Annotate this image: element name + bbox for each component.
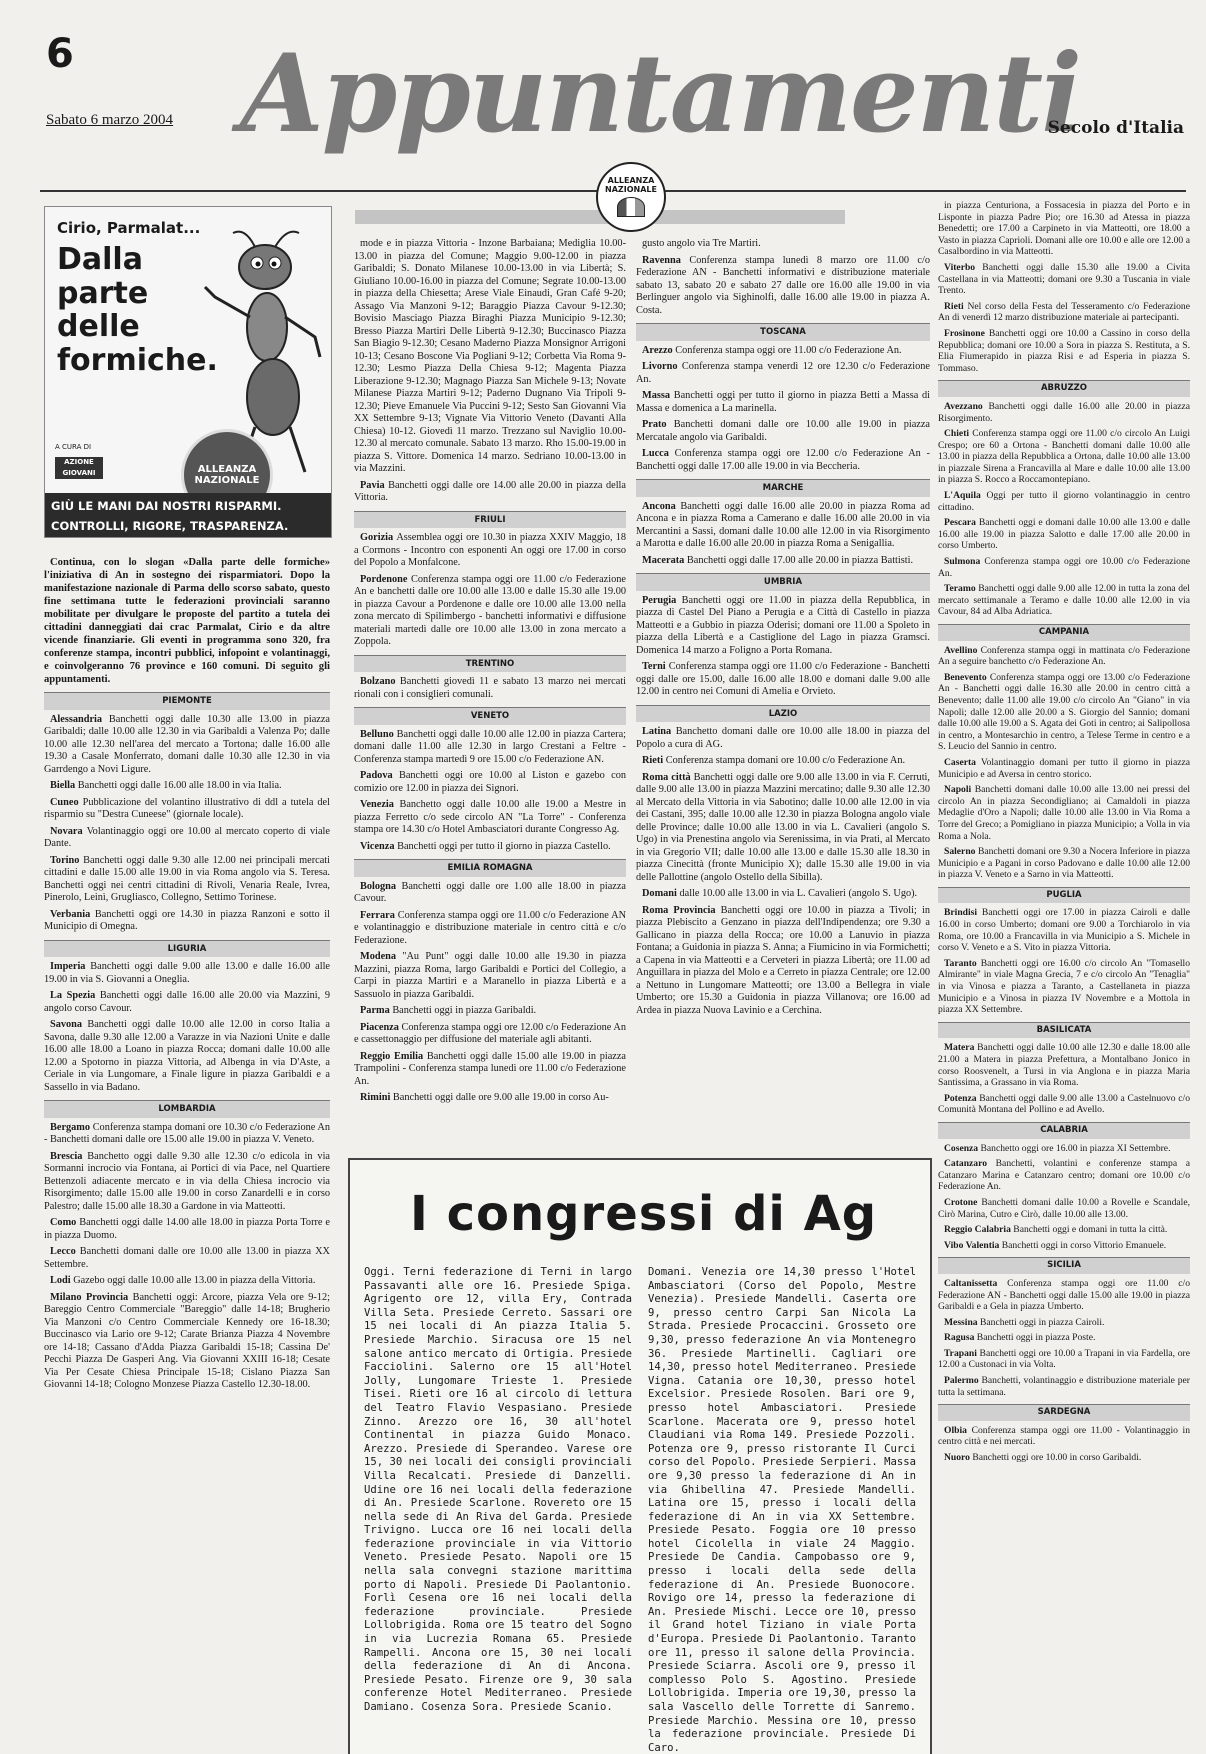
entry-text: Banchetti oggi in piazza Garibaldi. [392, 1005, 537, 1016]
appointment-entry [354, 799, 626, 837]
region-header-marche: MARCHE [636, 479, 930, 497]
entry-city: L'Aquila [944, 490, 987, 502]
region-header-trentino: TRENTINO [354, 655, 626, 673]
entry-city: Savona [50, 1019, 88, 1030]
entry-text: Conferenza stampa venerdì 12 ore 12.30 c/o Federazione An. [636, 361, 930, 385]
appointment-entry [938, 1425, 1190, 1448]
entry-city: Caserta [944, 756, 981, 768]
appointment-entry [938, 1143, 1190, 1155]
entry-city: Lecco [50, 1246, 80, 1257]
column-4 [938, 200, 1190, 1746]
entry-text: Banchetti giovedì 11 e sabato 13 marzo nei mercati rionali con i consiglieri comunali. [354, 676, 626, 700]
appointment-entry [938, 517, 1190, 552]
entry-city: Rieti [642, 755, 666, 766]
entry-text: Conferenza stampa domani ore 10.30 c/o Federazione An - Banchetti domani dalle ore 15.00 alle 19.00 in piazza V. Veneto. [44, 1121, 330, 1145]
appointment-entry [44, 961, 330, 986]
appointment-entry [636, 772, 930, 885]
entry-city: Brindisi [944, 907, 982, 919]
entry-city: Alessandria [50, 713, 109, 725]
appointment-entry [354, 881, 626, 906]
entry-text: Conferenza stampa oggi ore 11.00 c/o Federazione - Banchetti oggi dalle ore 15.00, dalle 16.00 alle 18.00 e domani dalle 9.00 alle 12.00 in centro nei Comuni di Amelia e Orvieto. [636, 661, 930, 697]
entry-text: Conferenza stampa oggi ore 11.00 c/o Federazione An e banchetti dalle ore 10.00 alle 13.00 e dalle 15.30 alle 19.00 in piazza Cavour a Pordenone e dalle ore 10.00 alle 13.00 nella zona mercato di Spilimbergo - banchetti informativi e diffusione materiali martedì dalle ore 10.00 alle 13.00 in zona mercato a Zoppola. [354, 573, 626, 647]
entry-city: Livorno [642, 361, 682, 372]
appointment-entry [636, 345, 930, 358]
appointment-entry [938, 301, 1190, 324]
basilicata-entries [938, 1042, 1190, 1116]
appointment-entry [44, 797, 330, 822]
toscana-entries [636, 345, 930, 474]
appointment-entry [938, 1348, 1190, 1371]
appointment-entry [938, 1197, 1190, 1220]
entry-city: Macerata [642, 554, 687, 566]
appointment-entry [938, 1278, 1190, 1313]
entry-text: Banchetti oggi dalle ore 9.00 alle 13.00 in via F. Cerruti, dalle 9.00 alle 13.00 in piazza Mazzini mercatino; dalle 9.30 alle 12.30 al Mercato della Vittoria in via Sabotino; dalle 10.00 alle 12.00 in via dei Castani, 395; dalle 10.00 alle 12.30 in piazza Bologna angolo viale delle Province; dalle 10.00 alle 13.00 in via L. Cavalieri (angolo S. Ugo) in via Prenestina angolo via Serenissima, in via Prati, al Mercato in via Gregorio VII; dalle 10.00 alle 13.00 e dalle 15.30 alle 18.30 in piazza Cinecittà (fronte Municipio X); dalle 15.30 alle 19.00 in via delle Pallottine (angolo Ostello della Sibilla). [636, 771, 930, 883]
entry-city: Ragusa [944, 1332, 977, 1344]
entry-city: Potenza [944, 1092, 980, 1104]
region-header-veneto: VENETO [354, 707, 626, 725]
appointment-entry [354, 910, 626, 948]
appointment-entry [354, 951, 626, 1001]
appointment-entry [636, 390, 930, 415]
entry-text: Banchetti domani dalle 10.00 alle 13.00 nei pressi del circolo An in piazza Secondigliano; ai Camaldoli in piazza Medaglie d'Oro a Napoli; dalle 10.00 alle 13.00 in Via Roma a Torre del Greco; a Pomigliano in piazza Municipio; a Volla in via Roma a Nola. [938, 784, 1190, 842]
appointment-entry [636, 726, 930, 751]
sardegna-entries [938, 1425, 1190, 1464]
entry-city: Bergamo [50, 1121, 93, 1133]
appointment-entry [938, 428, 1190, 486]
region-header-abruzzo: ABRUZZO [938, 380, 1190, 397]
entry-text: Banchetti oggi ore 17.00 in piazza Cairoli e dalle 16.00 in corso Umberto; domani ore 9.00 a Torchiarolo in via Roma, ore 10.00 a Francavilla in via Municipio a S. Michele in corso V. Veneto e a S. Vito in piazza Vittoria. [938, 907, 1190, 954]
entry-city: Avellino [944, 644, 981, 656]
entry-text: Conferenza stampa oggi ore 13.00 c/o Federazione An - Banchetti oggi dalle 16.30 alle 20.00 in centro città a Benevento; dalle 11.00 alle 19.00 c/o circolo An "Giano" in via Napoli; dalle 12.00 alle 20.00 a S. Giorgio del Sannio; domani dalle 10.00 alle 19.00 a S. Agata dei Goti in centro; ai Salipollosa in centro, a Montesarchio in centro, a Telese Terme in centro e a S. Leucio del Sannio in centro. [938, 671, 1190, 753]
appointment-entry [44, 909, 330, 934]
congressi-title: I congressi di Ag [410, 1186, 878, 1242]
appointment-entry [938, 1317, 1190, 1329]
appointment-entry [354, 480, 626, 505]
appointment-entry [938, 672, 1190, 753]
appointment-entry [636, 448, 930, 473]
entry-city: Chieti [944, 428, 973, 440]
entry-city: Prato [642, 419, 674, 430]
entry-city: Pavia [360, 479, 389, 491]
appointment-entry [354, 676, 626, 701]
entry-text: Pubblicazione del volantino illustrativo di ddl a tutela del risparmio su "Destra Cuneese" (giornale locale). [44, 796, 330, 820]
friuli-entries [354, 532, 626, 649]
appointment-entry [938, 1158, 1190, 1193]
appointment-entry [354, 532, 626, 570]
appointment-entry [938, 1452, 1190, 1464]
appointment-entry [44, 1019, 330, 1094]
issue-date: Sabato 6 marzo 2004 [46, 112, 174, 128]
entry-city: Pescara [944, 517, 979, 529]
column-1 [44, 556, 330, 1746]
entry-text: Assemblea oggi ore 10.30 in piazza XXIV Maggio, 18 a Cormons - Incontro con esponenti An oggi ore 17.00 in corso del Popolo a Monfalcone. [354, 532, 626, 568]
liguria-entries [44, 961, 330, 1094]
entry-city: Lucca [642, 448, 675, 459]
entry-text: Conferenza stampa lunedì 8 marzo ore 11.00 c/o Federazione AN - Banchetti informativi e distribuzione materiale sabato 13, sabato 20 e sabato 27 dalle ore 16.00 alle 19.00 in via Berlinguer angolo via Sighinolfi, dalle 16.00 alle 19.00 in piazza A. Costa. [636, 254, 930, 316]
entry-text: Banchetti oggi ore 10.00 in piazza a Tivoli; in piazza Plebiscito a Genzano in piazza dell'Indipendenza; ore 9.30 a Gallicano in piazza della Rocca; ore 10.00 a Lanuvio in piazza Fontana; a Guidonia in piazza S. Anna; a Fiumicino in via Formichetti; a Capena in via Matteotti e a Cerveteri in piazza Libertà; ore 11.00 ad Anguillara in piazza del Molo e a Cerreto in piazza Centrale; ore 12.00 a Nettuno in Lungomare Matteotti; ore 13.00 a Bellegra in viale Umberto; ore 15.30 a Guidonia in piazza Villanova; ore 16.00 ad Ardea in piazza Nuova Lavinio e a Cerchina. [636, 904, 930, 1016]
entry-text: Conferenza stampa oggi ore 12.00 c/o Federazione An - Banchetti oggi dalle 17.00 alle 19.00 in via Beccheria. [636, 448, 930, 472]
entry-text: Banchetti oggi ore 16.00 c/o circolo An "Tomasello Almirante" in viale Magna Grecia, 7 e c/o circolo An "Tenaglia" in via Vinosa e piazza a Taranto, a Castellaneta in piazza Municipio e a Vinosa in piazza IV Novembre e a Mottola in piazza XX Settembre. [938, 957, 1190, 1016]
entry-text: Banchetti oggi in piazza Cairoli. [979, 1316, 1105, 1328]
page-number: 6 [46, 31, 74, 77]
logo-line2: NAZIONALE [605, 184, 657, 194]
congressi-oggi: Oggi. Terni federazione di Terni in largo Passavanti alle ore 16. Presiede Spiga. Agrigento ore 12, villa Ery, Contrada Villa Seta. Presiede Cerreto. Sassari ore 15 nei locali di An piazza Italia 5. Presiede Marchio. Siracusa ore 15 nel salone antico mercato di Ortigia. Presiede Facciolini. Salerno ore 15 all'Hotel Jolly, Lungomare Trieste 1. Presiede Tisei. Rieti ore 16 al circolo di lettura del Teatro Flavio Vespasiano. Presiede Zinno. Arezzo ore 16, 30 all'hotel Continental in piazza Guido Monaco. Arezzo. Presiede di Sperandeo. Varese ore 15, 30 nei locali dei consigli provinciali Villa Recalcati. Presiede di Danzelli. Udine ore 16 nei locali della federazione di An. Presiede Scarlone. Rovereto ore 15 nella sede di An Riva del Garda. Presiede Trivigno. Lucca ore 16 nei locali della federazione provinciale in via Vittorio Veneto. Presiede Pesato. Napoli ore 15 nella sala convegni stazione marittima porto di Napoli. Presiede Di Paolantonio. Forlì Cesena ore 16 nei locali della federazione provinciale. Presiede Lollobrigida. Roma ore 15 teatro del Sogno in via Lucrezia Romana 65. Presiede Rampelli. Ancona ore 15, 30 nei locali della federazione di An di Ancona. Presiede Pesato. Firenze ore 9, 30 sala conferenze Hotel Mediterraneo. Presiede Damiano. Cosenza Sora. Presiede Scanio. [364, 1266, 632, 1713]
emilia-entries [354, 881, 626, 1105]
appointment-entry [44, 826, 330, 851]
trentino-entries [354, 676, 626, 701]
region-header-calabria: CALABRIA [938, 1122, 1190, 1139]
entry-text: Banchetti oggi dalle 15.30 alle 19.00 a Civita Castellana in via Matteotti; domani ore 9.30 a Tuscania in viale Trento. [938, 261, 1190, 297]
entry-city: Parma [360, 1005, 393, 1016]
appointment-entry [938, 1375, 1190, 1398]
appointment-entry [354, 1051, 626, 1089]
newspaper-brand: Secolo d'Italia [1047, 118, 1184, 138]
ad-curator-label: A CURA DI [55, 443, 92, 451]
entry-text: "Au Punt" oggi dalle 10.00 alle 19.30 in piazza Mazzini, piazza Roma, largo Garibaldi e Portici del Collegio, a Carpi in piazza Martiri e a Maranello in piazza Libertà e a Sassuolo in piazza Garibaldi. [354, 951, 626, 1000]
entry-city: Belluno [360, 728, 397, 740]
ad-footer-slogan: GIÙ LE MANI DAI NOSTRI RISPARMI. CONTROLLI, RIGORE, TRASPARENZA. [45, 493, 331, 537]
entry-text: Banchetti oggi ore 14.30 in piazza Ranzoni e sotto il Municipio di Omegna. [44, 908, 330, 932]
entry-city: Perugia [642, 594, 682, 606]
entry-city: Roma città [642, 771, 694, 783]
entry-city: Catanzaro [944, 1158, 996, 1170]
region-header-puglia: PUGLIA [938, 887, 1190, 904]
marche-entries [636, 501, 930, 568]
ad-youth-badge: AZIONE GIOVANI [55, 457, 103, 479]
region-header-emilia: EMILIA ROMAGNA [354, 859, 626, 877]
entry-text: Banchetti oggi dalle 16.00 alle 20.00 via Mazzini, 9 angolo corso Cavour. [44, 990, 330, 1014]
appointment-entry [938, 846, 1190, 881]
emilia-continued: gusto angolo via Tre Martiri. [642, 238, 761, 249]
appointment-entry [636, 255, 930, 318]
region-header-friuli: FRIULI [354, 511, 626, 529]
region-header-campania: CAMPANIA [938, 624, 1190, 641]
entry-city: Crotone [944, 1196, 982, 1208]
entry-text: Banchetti oggi dalle 9.00 alle 13.00 a Castelnuovo c/o Comunità Montana del Pollino e ad Avello. [938, 1092, 1190, 1116]
region-header-sardegna: SARDEGNA [938, 1404, 1190, 1421]
ravenna-entry [636, 255, 930, 318]
entry-city: Milano Provincia [50, 1291, 133, 1303]
entry-city: Reggio Emilia [360, 1050, 427, 1062]
entry-city: Arezzo [642, 344, 676, 356]
appointment-entry [44, 1151, 330, 1214]
appointment-entry [44, 855, 330, 905]
entry-text: Banchetti oggi dalle ore 14.00 alle 20.00 in piazza della Vittoria. [354, 479, 626, 503]
entry-text: Conferenza stampa oggi in mattinata c/o Federazione An a seguire banchetto c/o Federazione An. [938, 644, 1190, 668]
appointment-entry [354, 841, 626, 854]
entry-text: Banchetto domani dalle ore 10.00 alle 18.00 in piazza del Popolo a cura di AG. [636, 726, 930, 750]
entry-text: Banchetti oggi in piazza Poste. [976, 1332, 1096, 1344]
congressi-domani: Domani. Venezia ore 14,30 presso l'Hotel Ambasciatori (Corso del Popolo, Mestre Venezia). Presiede Mandelli. Caserta ore 9, presso centro Carpi San Nicola La Strada. Presiede Procaccini. Grosseto ore 9,30, presso federazione An via Montenegro 36. Presiede Martinelli. Cagliari ore 14,30, presso hotel Mediterraneo. Presiede Vigna. Catania ore 10,30, presso hotel Excelsior. Presiede Rosolen. Bari ore 9, presso hotel Ambasciatori. Presiede Scarlone. Macerata ore 9, presso hotel Claudiani via Roma 149. Presiede Pozzoli. Potenza ore 9, presso ristorante Il Curci corso del Popolo. Presiede Serpieri. Massa ore 9,30 presso la federazione di An in via Ghibellina 47. Presiede Mandelli. Latina ore 15, presso i locali della federazione di An in via XX Settembre. Presiede Pesato. Foggia ore 10 presso hotel Cicolella in viale 24 Maggio. Presiede De Candia. Campobasso ore 9, presso i locali della sede della federazione di An. Presiede Buonocore. Rovigo ore 14, presso la federazione di An. Presiede Mischi. Lecce ore 10, presso il Grand hotel Tiziano in viale Porta d'Europa. Presiede Di Paolantonio. Taranto ore 11, presso il salone della Provincia. Presiede Sciarra. Ascoli ore 9, presso il complesso Polo S. Agostino. Presiede Lollobrigida. Imperia ore 19,30, presso la sala Vascello delle Torrette di Sanremo. Presiede Marchio. Messina ore 10, presso la federazione provinciale. Presiede Di Caro. [648, 1266, 916, 1754]
entry-text: Conferenza stampa oggi ore 11.00 c/o Federazione AN - Banchetti oggi dalle 15.00 alle 19.00 in piazza Garibaldi e a Gela in piazza Umberto. [938, 1277, 1190, 1313]
entry-text: Volantinaggio oggi ore 10.00 al mercato coperto di viale Dante. [44, 825, 330, 849]
appointment-entry [938, 1093, 1190, 1116]
lombardia-entries [44, 1122, 330, 1392]
lazio-provinces-entries [938, 262, 1190, 374]
veneto-entries [354, 729, 626, 854]
entry-text: Banchetti oggi ore 10.00 in corso Garibaldi. [972, 1452, 1142, 1464]
appointment-entry [938, 757, 1190, 780]
entry-city: La Spezia [50, 990, 100, 1001]
appointment-entry [44, 1122, 330, 1147]
entry-city: Bologna [360, 880, 402, 892]
entry-text: Banchetti, volantinaggio e distribuzione materiale per tutta la settimana. [938, 1375, 1190, 1398]
entry-text: Conferenza stampa oggi ore 11.00 c/o Federazione An. [675, 344, 902, 356]
appointment-entry [636, 419, 930, 444]
entry-text: Banchetti oggi dalle 10.00 alle 12.30 e dalle 18.00 alle 21.00 a Matera in piazza Prefettura, a Montalbano Jonico in corso Roosvenelt, a Tursi in via Anglona e in piazza Maria Santissima, a Grassano in via Roma. [938, 1042, 1190, 1089]
entry-city: Vibo Valentia [944, 1239, 1002, 1251]
entry-city: Imperia [50, 961, 91, 972]
appointment-entry [44, 714, 330, 777]
entry-city: Palermo [944, 1375, 982, 1387]
campania-entries [938, 645, 1190, 881]
appointment-entry [938, 958, 1190, 1016]
entry-city: Viterbo [944, 261, 983, 273]
ad-headline: Dalla parte delle formiche. [57, 242, 218, 378]
entry-city: Venezia [360, 799, 400, 810]
entry-city: Sulmona [944, 556, 985, 568]
entry-city: Bolzano [360, 676, 400, 687]
appointment-entry [938, 328, 1190, 374]
entry-text: Banchetti domani dalle ore 10.00 alle 19.00 in piazza Mercatale angolo via Garibaldi. [636, 419, 930, 443]
entry-city: Terni [642, 661, 669, 672]
abruzzo-continued: in piazza Centuriona, a Fossacesia in piazza del Porto e in Lisponte in piazza Padre Pio; ore 16.30 ad Atessa in piazza Benedetti; ore 17.00 a Carpineto in via Matteotti, ore 18.00 a Vasto in piazza Caprioli. Domani alle ore 10.00 e alle ore 12.00 a Casalbordino in via Matteotti. [938, 200, 1190, 258]
entry-city: Ravenna [642, 254, 690, 266]
appointment-entry [44, 1246, 330, 1271]
appointment-entry [938, 1224, 1190, 1236]
appointment-entry [636, 555, 930, 568]
entry-text: Conferenza stampa oggi ore 11.00 - Volantinaggio in centro città e nei mercati. [938, 1424, 1190, 1448]
entry-text: Conferenza stampa oggi ore 12.00 c/o Federazione An e cassettonaggio per diffusione del materiale agli abitanti. [354, 1021, 626, 1045]
entry-text: dalle 10.00 alle 13.00 in via L. Cavalieri (angolo S. Ugo). [679, 888, 918, 899]
appointment-entry [354, 770, 626, 795]
entry-city: Avezzano [944, 400, 989, 412]
ad-party-seal: ALLEANZA NAZIONALE [181, 429, 273, 521]
advertisement [44, 206, 332, 538]
entry-city: Rimini [360, 1092, 393, 1103]
entry-text: Banchetti oggi per tutto il giorno in piazza Castello. [397, 840, 611, 852]
appointment-entry [354, 1022, 626, 1047]
intro-paragraph: Continua, con lo slogan «Dalla parte delle formiche» l'iniziativa di An in sostegno dei risparmiatori. Dopo la manifestazione nazionale di Parma dello scorso sabato, questo fine settimana tutte le federazioni provinciali saranno mobilitate per divulgare le proposte del partito a tutela dei cittadini danneggiati dai crac Parmalat, Cirio e da altre vicende finanziarie. Gli eventi in programma sono 320, fra conferenze stampa, incontri pubblici, infopoint e volantinaggi, e coinvolgeranno 76 province e 160 comuni. Di seguito gli appuntamenti. [44, 557, 330, 685]
umbria-entries [636, 595, 930, 699]
ad-pretitle: Cirio, Parmalat... [57, 219, 201, 237]
entry-text: Conferenza stampa oggi ore 10.00 c/o Federazione An. [938, 556, 1190, 579]
entry-text: Banchetti oggi dalle ore 1.00 alle 18.00 in piazza Cavour. [354, 880, 626, 904]
entry-city: Verbania [50, 908, 95, 920]
entry-text: Nel corso della Festa del Tesseramento c/o Federazione An di venerdì 12 marzo distribuzione materiale ai partecipanti. [938, 300, 1190, 324]
entry-text: Gazebo oggi dalle 10.00 alle 13.00 in piazza della Vittoria. [73, 1275, 316, 1286]
entry-city: Vicenza [360, 840, 398, 852]
entry-text: Banchetti oggi: Arcore, piazza Vela ore 9-12; Bareggio Centro Commerciale "Bareggio" dalle 14-18; Brugherio Via Manzoni c/o Centro Commerciale Kennedy ore 16-18.30; Buccinasco via Lario ore 9-12; Carate Brianza Piazza 4 Novembre ore 14-18; Cassano d'Adda Piazza Garibaldi 15-18; Cassina De' Pecchi Piazza De Gasperi Ang. Via Giovanni XXIII 16-18; Cesate Via Per Cesate Chiesa Principale 15-18; Cislano Piazza San Giovanni 14-18; Cologno Monzese Piazza Castello 12.30-18.00. [44, 1291, 330, 1390]
entry-city: Pordenone [360, 573, 412, 585]
entry-city: Modena [360, 951, 403, 962]
appointment-entry [44, 780, 330, 793]
entry-city: Brescia [50, 1150, 88, 1162]
appointment-entry [938, 907, 1190, 953]
region-header-lazio: LAZIO [636, 705, 930, 723]
entry-city: Biella [50, 780, 78, 791]
calabria-entries [938, 1143, 1190, 1252]
entry-city: Como [50, 1217, 80, 1228]
appointment-entry [636, 361, 930, 386]
appointment-entry [354, 574, 626, 649]
appointment-entry [44, 990, 330, 1015]
entry-text: Conferenza stampa oggi ore 11.00 c/o Federazione AN e volantinaggio e distribuzione materiale in centro città e c/o Federazione. [354, 909, 626, 946]
appointment-entry [636, 888, 930, 901]
appointment-entry [938, 401, 1190, 424]
entry-text: Banchetti oggi dalle 17.00 alle 20.00 in piazza Battisti. [686, 554, 914, 566]
entry-text: Banchetti oggi ore 10.00 a Cassino in corso della Repubblica; domani ore 10.00 a Sora in piazza S. Restituta, a S. Elia Fiumerapido in piazza Risi e ad Esperia in piazza S. Tommaso. [938, 327, 1190, 374]
entry-text: Banchetti oggi dalle 10.30 alle 13.00 in piazza Garibaldi; dalle 10.00 alle 12.30 in via Garibaldi a Valenza Po; dalle 10.00 alle 12.30 nell'area del mercato a Tortona; dalle 16.00 alle 19.30 a Casale Monferrato, domani dalle 10.30 alle 12.30 in via Garrdengo a Novi Ligure. [44, 713, 330, 775]
entry-city: Cuneo [50, 796, 83, 808]
entry-text: Banchetti domani dalle 10.00 a Rovelle e Scandale, Cirò Marina, Cutro e Cirò, dalle 10.00 alle 13.00. [938, 1196, 1190, 1220]
entry-city: Padova [360, 770, 399, 781]
entry-text: Banchetto oggi ore 16.00 in piazza XI Settembre. [980, 1142, 1171, 1154]
entry-text: Banchetti oggi ore 10.00 al Liston e gazebo con comizio ore 12.00 in piazza dei Signori. [354, 770, 626, 794]
appointment-entry [44, 1275, 330, 1288]
entry-text: Banchetti oggi dalle ore 9.00 alle 19.00 in corso Au- [392, 1092, 609, 1103]
entry-text: Banchetti oggi in corso Vittorio Emanuele. [1001, 1239, 1167, 1251]
appointment-entry [636, 595, 930, 658]
appointment-entry [938, 262, 1190, 297]
entry-city: Salerno [944, 846, 978, 858]
entry-city: Lodi [50, 1275, 74, 1286]
region-header-toscana: TOSCANA [636, 323, 930, 341]
entry-city: Ancona [642, 500, 681, 512]
appointment-entry [938, 1042, 1190, 1088]
column-3 [636, 238, 930, 1148]
region-header-piemonte: PIEMONTE [44, 692, 330, 710]
puglia-entries [938, 907, 1190, 1015]
appointment-entry [354, 1092, 626, 1105]
region-header-umbria: UMBRIA [636, 573, 930, 591]
appointment-entry [938, 1240, 1190, 1252]
entry-text: Banchetti oggi ore 11.00 in piazza della Repubblica, in piazza di Castel Del Piano a Perugia e a Città di Castello in piazza Matteotti e a Gubbio in piazza Oderisi; domani ore 11.00 a Spoleto in piazza della Libertà e a Castiglione del Lago in piazza Gramsci. Domenica 14 marzo a Foligno a Porta Romana. [636, 594, 930, 656]
lazio-entries [636, 726, 930, 1017]
entry-text: Banchetti oggi dalle 16.00 alle 20.00 in piazza Risorgimento. [938, 400, 1190, 424]
appointment-entry [44, 1217, 330, 1242]
pavia-entry [354, 480, 626, 505]
entry-city: Nuoro [944, 1452, 973, 1464]
entry-city: Ferrara [360, 909, 398, 921]
appointment-entry [636, 501, 930, 551]
entry-city: Reggio Calabria [944, 1224, 1014, 1236]
entry-city: Rieti [944, 300, 968, 312]
appointment-entry [938, 784, 1190, 842]
entry-city: Roma Provincia [642, 904, 721, 916]
entry-text: Conferenza stampa oggi ore 11.00 c/o circolo An Luigi Crespo; ore 60 a Ortona - Banchetti domani dalle 10.00 alle 13.00 in piazza della Repubblica a Ortona, dalle 10.00 alle 13.00 in piazzale Sirena a Francavilla al Mare e dalle 10.00 alle 13.00 in piazza S. Rocco a Roccamontepiano. [938, 428, 1190, 486]
lombardia-continued: mode e in piazza Vittoria - Inzone Barbaiana; Mediglia 10.00-13.00 in piazza del Comune; Maggio 9.00-12.00 in piazza Garibaldi; S. Donato Milanese 10.00-13.00 in via Libertà; S. Giuliano 10.00-16.00 in piazza del Comune; Segrate 10.00-13.00 in piazza della Chiesetta; Arese Viale Einaudi, Gran Café 9-20; Assago Via Manzoni 9-12; Baraggio Piazza Cavour 9-12.30; Bovisio Masciago Piazza Biraghi Piazza Municipio 9-12.30; Bresso Piazza Martiri Delle Libertà 9-12.30; Buccinasco Piazza San Biagio 9-12.30; Cesano Maderno Piazza Monsignor Arrigoni 10-13; Cesano Boscone Via Pogliani 9-12; Corbetta Via Roma 9-12.30; Lesmo Piazza Della Chiesa 9-12; Magenta Piazza Liberazione 9-12.30; Magnago Piazza San Michele 9-13; Novate Milanese Piazza Martiri 9-12; Paderno Dugnano Via Tripoli 9-12.30; Pieve Emanuele Via Puccini 9-12; Sesto San Giovanni Via XX Settembre 9-13; Vignate Via Vittorio Veneto (Davanti Alla Chiesa) 10-12. Giovedì 11 marzo. Trezzano sul Naviglio 10.00-12.30 al mercato comunale. Sabato 13 marzo. Rho 15.00-19.00 in piazza S. Vittore. Domenica 14 marzo. Sedriano 10.00-13.00 in via Mazzini. [354, 238, 626, 474]
entry-city: Cosenza [944, 1142, 981, 1154]
entry-text: Banchetti oggi dalle 9.00 alle 12.00 in tutta la zona del mercato settimanale a Teramo e dalle 10.00 alle 12.00 in via Cavour, 84 ad Alba Adriatica. [938, 583, 1190, 618]
entry-city: Benevento [944, 671, 990, 683]
entry-city: Torino [50, 854, 84, 866]
region-header-liguria: LIGURIA [44, 940, 330, 958]
entry-city: Gorizia [360, 532, 397, 543]
entry-text: Banchetti oggi dalle 9.30 alle 12.00 nei principali mercati cittadini e dalle 15.00 alle 19.00 in via Roma angolo via S. Teresa. Banchetti oggi nei centri cittadini di Rivoli, Venaria Reale, Ivrea, Pinerolo, Leinì, Grugliasco, Collegno, Settimo Torinese. [44, 854, 330, 903]
abruzzo-entries [938, 401, 1190, 618]
section-masthead: Appuntamenti [240, 31, 1081, 157]
piemonte-entries [44, 714, 330, 934]
entry-text: Banchetti oggi dalle 15.00 alle 19.00 in piazza Trampolini - Conferenza stampa lunedì ore 11.00 c/o Federazione An. [354, 1050, 626, 1087]
entry-city: Piacenza [360, 1021, 402, 1033]
entry-city: Caltanissetta [944, 1277, 1008, 1289]
appointment-entry [636, 755, 930, 768]
entry-text: Banchetto oggi dalle 10.00 alle 19.00 a Mestre in piazza Ferretto c/o sede circolo AN "La Torre" - Conferenza stampa ore 14.30 c/o Hotel Ambasciatori durante Congresso Ag. [354, 799, 626, 835]
entry-city: Napoli [944, 784, 975, 796]
entry-text: Banchetti oggi dalle 10.00 alle 12.00 in corso Italia a Savona, dalle 9.30 alle 12.00 a Varazze in via Nazioni Unite e dalle 16.00 alle 18.00 a Loano in piazza Rocca; domani dalle 10.00 alle 12.00 a Spotorno in piazza Vittoria, ad Albenga in via D'Aste, a Ceriale in via Lungomare, a Finale ligure in piazza Garibaldi e a Sassello in via Badano. [44, 1019, 330, 1093]
entry-text: Volantinaggio domani per tutto il giorno in piazza Municipio e ad Aversa in centro storico. [938, 756, 1190, 780]
entry-text: Banchetti oggi dalle 9.00 alle 13.00 e dalle 16.00 alle 19.00 in via S. Giovanni a Oneglia. [44, 961, 330, 985]
congressi-box [348, 1158, 932, 1754]
entry-text: Banchetti domani dalle ore 10.00 alle 13.00 in piazza XX Settembre. [44, 1246, 330, 1270]
appointment-entry [938, 1332, 1190, 1344]
entry-text: Conferenza stampa domani ore 10.00 c/o Federazione An. [665, 755, 906, 766]
entry-text: Banchetti oggi dalle 10.00 alle 12.00 in piazza Cartera; domani dalle 11.00 alle 12.30 in largo Crestani a Feltre - Conferenza stampa martedì 9 ore 15.00 c/o Federazione AN. [354, 728, 626, 765]
appointment-entry [636, 661, 930, 699]
region-header-sicilia: SICILIA [938, 1257, 1190, 1274]
entry-city: Trapani [944, 1347, 980, 1359]
region-header-basilicata: BASILICATA [938, 1022, 1190, 1039]
entry-city: Massa [642, 390, 674, 401]
logo-line1: ALLEANZA [607, 175, 655, 185]
entry-city: Domani [642, 888, 680, 899]
appointment-entry [938, 490, 1190, 513]
entry-text: Banchetti oggi e domani dalle 10.00 alle 13.00 e dalle 16.00 alle 19.00 in piazza Salotto e dalle 17.00 alle 20.00 in corso Umberto. [938, 517, 1190, 552]
entry-city: Teramo [944, 583, 979, 595]
entry-text: Banchetti oggi per tutto il giorno in piazza Betti a Massa di Massa e domenica a La marinella. [636, 390, 930, 414]
entry-text: Banchetti oggi e domani in tutta la città. [1013, 1224, 1168, 1236]
region-header-lombardia: LOMBARDIA [44, 1100, 330, 1118]
sicilia-entries [938, 1278, 1190, 1398]
entry-text: Oggi per tutto il giorno volantinaggio in centro cittadino. [938, 490, 1190, 513]
entry-city: Novara [50, 825, 87, 837]
entry-city: Olbia [944, 1424, 972, 1436]
entry-text: Banchetto oggi dalle 9.30 alle 12.30 c/o edicola in via Sormanni incrocio via Fontana, ai Portici di via Pace, nel Quartiere Bettenzoli adiacente mercato e in via della Chiesa incrocio via Risorgimento; dalle 15.00 alle 19.00 in corso Zanardelli e in corso Palestro; dalle 15.00 alle 18.30 a Gardone in via Matteotti. [44, 1150, 330, 1212]
column-2 [354, 238, 626, 1148]
entry-text: Banchetti oggi dalle 16.00 alle 20.00 in piazza Roma ad Ancona e in piazza Roma a Camerano e dalle 16.00 alle 20.00 in via Mercantini a Sassi, domani dalle 10.00 alle 12.00 in via Risorgimento a Marotta e dalle 16.00 alle 20.00 in piazza Roma a Senigallia. [636, 500, 930, 549]
entry-city: Taranto [944, 957, 981, 969]
entry-city: Messina [944, 1316, 980, 1328]
entry-text: Banchetti oggi ore 10.00 a Trapani in via Fardella, ore 12.00 a Custonaci in via Volta. [938, 1347, 1190, 1371]
entry-city: Matera [944, 1042, 978, 1054]
appointment-entry [938, 556, 1190, 579]
entry-city: Frosinone [944, 327, 989, 339]
entry-city: Latina [642, 726, 676, 737]
entry-text: Banchetti domani ore 9.30 a Nocera Inferiore in piazza Municipio e a Pagani in corso Padovano e dalle 10.00 alle 12.00 in piazza V. Veneto e a Sarno in via Matteotti. [938, 846, 1190, 881]
appointment-entry [354, 729, 626, 767]
appointment-entry [938, 645, 1190, 668]
appointment-entry [938, 583, 1190, 618]
entry-text: Banchetti oggi dalle 16.00 alle 18.00 in via Italia. [77, 780, 282, 791]
appointment-entry [44, 1292, 330, 1392]
entry-text: Banchetti, volantini e conferenze stampa a Catanzaro Marina e Catanzaro centro; domani ore 10.00 c/o Federazione An. [938, 1158, 1190, 1193]
flame-icon [617, 197, 645, 217]
party-logo [596, 162, 666, 232]
appointment-entry [636, 905, 930, 1018]
appointment-entry [354, 1005, 626, 1018]
entry-text: Banchetti oggi dalle 14.00 alle 18.00 in piazza Porta Torre e in piazza Duomo. [44, 1217, 330, 1241]
